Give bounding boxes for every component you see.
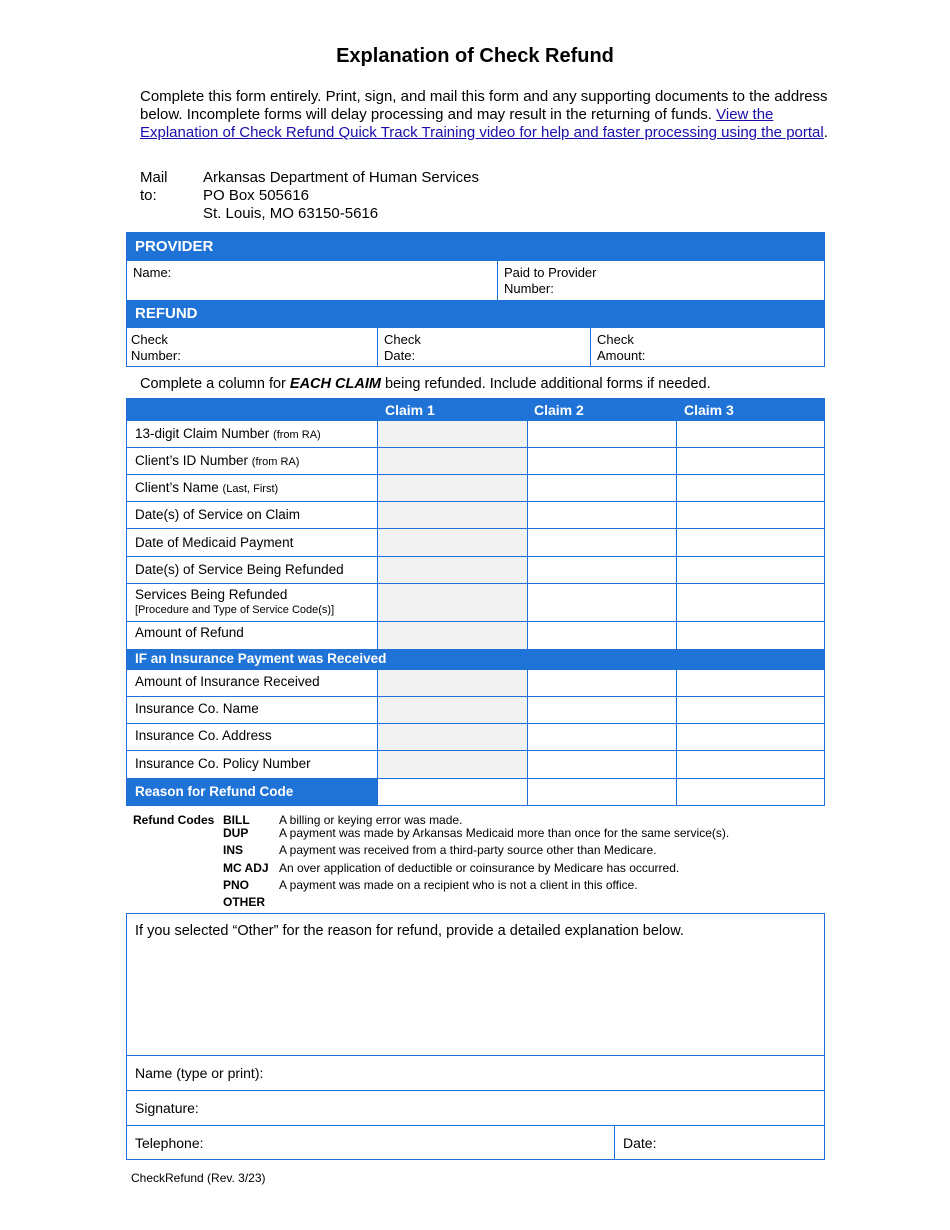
- claim-1-input-cell[interactable]: [378, 697, 527, 724]
- form-revision: CheckRefund (Rev. 3/23): [131, 1171, 266, 1185]
- signature-label: Signature:: [135, 1100, 199, 1116]
- telephone-label: Telephone:: [135, 1135, 204, 1151]
- claim-2-input-cell[interactable]: [528, 751, 676, 779]
- name-label: Name (type or print):: [135, 1065, 264, 1081]
- check-date-label-2: Date:: [384, 348, 416, 363]
- claim-1-input-cell[interactable]: [378, 502, 527, 529]
- code-pno-desc: A payment was made on a recipient who is not a client in this office.: [279, 878, 638, 892]
- mail-line-2: PO Box 505616: [203, 187, 309, 204]
- claim-3-input-cell[interactable]: [677, 751, 824, 779]
- date-label: Date:: [623, 1135, 657, 1151]
- code-ins: INS: [223, 843, 244, 857]
- claim-2-input-cell[interactable]: [528, 670, 676, 697]
- claim-3-input-cell[interactable]: [677, 421, 824, 448]
- code-bill: BILL: [223, 813, 250, 827]
- refund-codes-heading: Refund Codes: [133, 813, 215, 827]
- check-amount-label-2: Amount:: [597, 348, 646, 363]
- date-field[interactable]: [615, 1126, 824, 1159]
- row-label-insurance-address: Insurance Co. Address: [135, 728, 272, 743]
- provider-name-label: Name:: [133, 265, 172, 280]
- row-label-client-name: Client’s Name (Last, First): [135, 480, 279, 495]
- claim-2-input-cell[interactable]: [528, 622, 676, 649]
- reason-for-refund-code-header: Reason for Refund Code: [127, 779, 377, 805]
- intro-paragraph: [140, 88, 830, 142]
- check-number-label-1: Check: [131, 332, 168, 347]
- row-label-client-id: Client’s ID Number (from RA): [135, 453, 300, 468]
- claim-2-header: Claim 2: [534, 402, 584, 418]
- mail-line-1: Arkansas Department of Human Services: [203, 169, 479, 186]
- claim-1-input-cell[interactable]: [378, 421, 527, 448]
- intro-text: Complete this form entirely. Print, sign, and mail this form and any supporting documents to the address below. Incomplete forms will delay processing and may result in the returning of funds.: [140, 88, 828, 123]
- claim-3-input-cell[interactable]: [677, 557, 824, 584]
- row-label-insurance-name: Insurance Co. Name: [135, 701, 259, 716]
- other-explanation-prompt: If you selected “Other” for the reason for refund, provide a detailed explanation below.: [135, 923, 684, 939]
- mail-line-3: St. Louis, MO 63150-5616: [203, 205, 379, 222]
- claim-3-input-cell[interactable]: [677, 448, 824, 475]
- claim-3-input-cell[interactable]: [677, 697, 824, 724]
- check-number-label-2: Number:: [131, 348, 181, 363]
- check-date-field[interactable]: [378, 328, 590, 366]
- refund-header: REFUND: [127, 300, 824, 328]
- mail-label: Mail to:: [140, 169, 168, 204]
- claim-1-input-cell[interactable]: [378, 529, 527, 557]
- claim-3-input-cell[interactable]: [677, 475, 824, 502]
- claim-1-input-cell[interactable]: [378, 670, 527, 697]
- claim-3-header: Claim 3: [684, 402, 734, 418]
- row-label-dates-refunded: Date(s) of Service Being Refunded: [135, 562, 344, 577]
- code-bill-desc: A billing or keying error was made.: [279, 813, 463, 827]
- other-explanation-textarea[interactable]: [127, 914, 824, 1055]
- provider-header: PROVIDER: [127, 233, 824, 261]
- claim-2-input-cell[interactable]: [528, 421, 676, 448]
- provider-name-field[interactable]: [127, 261, 497, 300]
- code-pno: PNO: [223, 878, 250, 892]
- instructions-pre: Complete a column for: [140, 376, 290, 392]
- claim-2-input-cell[interactable]: [528, 779, 676, 805]
- row-label-amount-of-refund: Amount of Refund: [135, 625, 244, 640]
- name-field[interactable]: [127, 1056, 824, 1090]
- code-dup-desc: A payment was made by Arkansas Medicaid more than once for the same service(s).: [279, 826, 730, 840]
- claim-2-input-cell[interactable]: [528, 724, 676, 751]
- claim-2-input-cell[interactable]: [528, 475, 676, 502]
- claim-1-input-cell[interactable]: [378, 557, 527, 584]
- paid-label-line-2: Number:: [504, 281, 554, 296]
- check-number-field[interactable]: [127, 328, 377, 366]
- claim-1-input-cell[interactable]: [378, 448, 527, 475]
- row-label-claim-number: 13-digit Claim Number (from RA): [135, 426, 321, 441]
- claim-2-input-cell[interactable]: [528, 502, 676, 529]
- row-label-services-refunded: Services Being Refunded [Procedure and Type of Service Code(s)]: [135, 587, 335, 616]
- claim-3-input-cell[interactable]: [677, 584, 824, 622]
- claim-3-input-cell[interactable]: [677, 670, 824, 697]
- telephone-field[interactable]: [127, 1126, 614, 1159]
- claims-header-row: [127, 399, 824, 421]
- paid-label-line-1: Paid to Provider: [504, 265, 597, 280]
- claim-3-input-cell[interactable]: [677, 622, 824, 649]
- claim-1-input-cell[interactable]: [378, 751, 527, 779]
- code-mc-adj-desc: An over application of deductible or coinsurance by Medicare has occurred.: [279, 861, 680, 875]
- claim-1-input-cell[interactable]: [378, 475, 527, 502]
- insurance-section-header: IF an Insurance Payment was Received: [127, 649, 824, 670]
- claim-1-input-cell[interactable]: [378, 584, 527, 622]
- claim-1-header: Claim 1: [385, 402, 435, 418]
- claims-instructions: [140, 376, 711, 392]
- code-ins-desc: A payment was received from a third-party source other than Medicare.: [279, 843, 657, 857]
- code-other: OTHER: [223, 895, 265, 909]
- row-label-dates-of-service: Date(s) of Service on Claim: [135, 507, 301, 522]
- instructions-emphasis: EACH CLAIM: [289, 376, 381, 392]
- paid-to-provider-number-field[interactable]: [498, 261, 824, 300]
- row-label-insurance-amount: Amount of Insurance Received: [135, 674, 320, 689]
- claim-3-input-cell[interactable]: [677, 724, 824, 751]
- claim-1-input-cell[interactable]: [378, 622, 527, 649]
- refund-codes-legend: [133, 812, 773, 912]
- explanation-section: [126, 913, 825, 1160]
- check-amount-label-1: Check: [597, 332, 634, 347]
- claim-1-input-cell[interactable]: [378, 779, 527, 805]
- claim-2-input-cell[interactable]: [528, 584, 676, 622]
- claim-3-input-cell[interactable]: [677, 529, 824, 557]
- mail-address: [203, 169, 479, 223]
- code-dup: DUP: [223, 826, 249, 840]
- intro-period: .: [823, 124, 828, 141]
- claim-1-input-cell[interactable]: [378, 724, 527, 751]
- claim-2-input-cell[interactable]: [528, 697, 676, 724]
- claim-3-input-cell[interactable]: [677, 779, 824, 805]
- check-date-label-1: Check: [384, 332, 421, 347]
- code-mc-adj: MC ADJ: [223, 861, 269, 875]
- claims-table: [126, 398, 825, 806]
- instructions-post: being refunded. Include additional forms if needed.: [380, 376, 711, 392]
- claim-2-input-cell[interactable]: [528, 529, 676, 557]
- claim-2-input-cell[interactable]: [528, 448, 676, 475]
- training-video-link[interactable]: View the Explanation of Check Refund Quick Track Training video for help and faster processing using the portal: [140, 106, 824, 141]
- row-label-medicaid-payment-date: Date of Medicaid Payment: [135, 535, 294, 550]
- check-amount-field[interactable]: [591, 328, 824, 366]
- claim-2-input-cell[interactable]: [528, 557, 676, 584]
- form-title: Explanation of Check Refund: [336, 45, 614, 67]
- row-label-insurance-policy: Insurance Co. Policy Number: [135, 756, 311, 771]
- claim-3-input-cell[interactable]: [677, 502, 824, 529]
- signature-field[interactable]: [127, 1091, 824, 1125]
- provider-refund-section: [126, 232, 825, 367]
